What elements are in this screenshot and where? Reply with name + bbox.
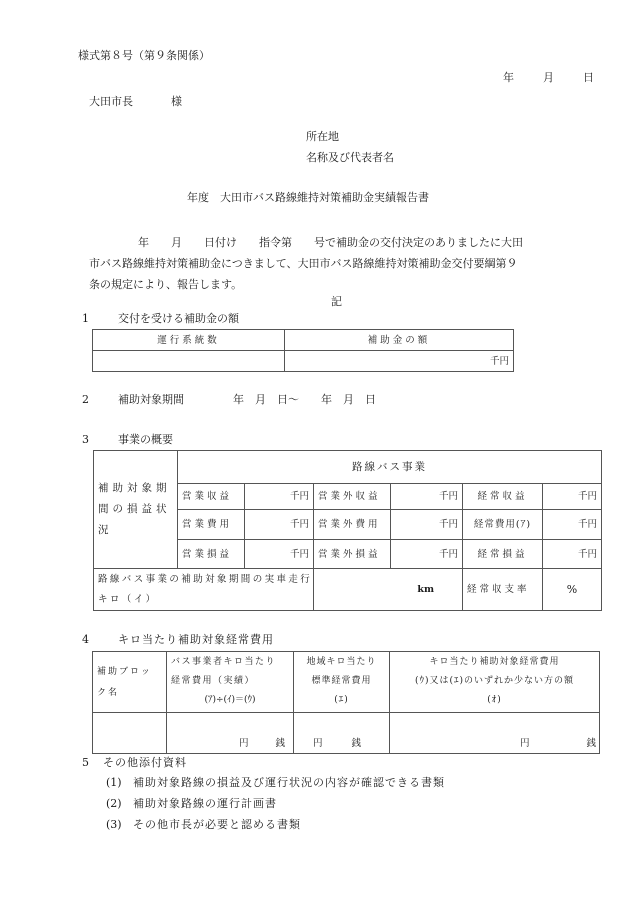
nonoperating-profit-field[interactable]: 千円 <box>391 540 463 569</box>
route-count-field[interactable] <box>93 351 285 372</box>
header-line: (ｴ) <box>334 695 349 705</box>
label-operating-expense: 営業費用 <box>178 510 245 540</box>
body-line-3: 条の規定により、報告します。 <box>89 278 243 291</box>
document-title: 年度 大田市バス路線維持対策補助金実績報告書 <box>187 191 429 204</box>
business-overview-table <box>93 450 602 611</box>
label-nonoperating-expense: 営業外費用 <box>314 510 391 540</box>
section2-number: 2 <box>82 393 89 406</box>
date-month-label: 月 <box>543 71 554 84</box>
date-year-label: 年 <box>503 71 514 84</box>
attachment-item-2-number: (2) <box>106 797 122 810</box>
header-standard-cost-per-km <box>294 652 390 713</box>
operator-cost-field[interactable] <box>167 713 294 754</box>
header-formula: (ｱ)÷(ｲ)＝(ｳ) <box>204 695 256 705</box>
per-km-cost-table <box>92 651 600 754</box>
header-operator-cost-per-km <box>167 652 294 713</box>
header-line: キロ当たり補助対象経常費用 <box>429 657 560 667</box>
section5-number: 5 <box>82 756 89 769</box>
section5-heading: その他添付資料 <box>103 756 187 769</box>
block-name-field[interactable] <box>93 713 167 754</box>
body-line-1: 年 月 日付け 指令第 号で補助金の交付決定のありましたに大田 <box>138 236 523 249</box>
ki-label: 記 <box>331 295 342 308</box>
header-line: ク名 <box>97 688 120 698</box>
attachment-item-2-text: 補助対象路線の運行計画書 <box>133 797 277 810</box>
label-ordinary-revenue: 経常収益 <box>463 484 543 510</box>
header-subsidy-amount: 補助金の額 <box>285 330 514 351</box>
header-line: 標準経常費用 <box>311 676 372 686</box>
header-line: 地域キロ当たり <box>306 657 377 667</box>
actual-km-field[interactable]: km <box>314 569 463 611</box>
subsidy-period: 年 月 日～ 年 月 日 <box>233 393 376 406</box>
ordinary-balance-ratio-field[interactable]: % <box>543 569 602 611</box>
section3-number: 3 <box>82 433 89 446</box>
label-ordinary-balance-ratio: 経常収支率 <box>463 569 543 611</box>
attachment-item-1-number: (1) <box>106 776 122 789</box>
operating-revenue-field[interactable]: 千円 <box>245 484 314 510</box>
route-bus-header: 路線バス事業 <box>178 451 602 484</box>
subsidy-amount-field[interactable] <box>285 351 514 372</box>
km-label-line: キロ（イ） <box>98 593 158 605</box>
header-line: バス事業者キロ当たり <box>171 657 277 667</box>
row-header-line: 補助対象期 <box>98 482 171 494</box>
actual-km-label <box>94 569 314 611</box>
sen-label: 銭 <box>351 738 362 749</box>
operating-expense-field[interactable]: 千円 <box>245 510 314 540</box>
yen-label: 円 <box>239 738 249 749</box>
table-row <box>94 569 602 611</box>
profit-loss-row-header <box>94 451 178 569</box>
operating-profit-field[interactable]: 千円 <box>245 540 314 569</box>
row-header-line: 況 <box>98 524 113 536</box>
ordinary-expense-field[interactable]: 千円 <box>543 510 602 540</box>
header-eligible-cost-per-km <box>390 652 600 713</box>
label-nonoperating-profit: 営業外損益 <box>314 540 391 569</box>
addressee-honorific: 様 <box>171 95 182 108</box>
label-nonoperating-revenue: 営業外収益 <box>314 484 391 510</box>
attachment-item-3-text: その他市長が必要と認める書類 <box>133 818 301 831</box>
table-row <box>93 713 600 754</box>
header-line: 補助ブロッ <box>97 667 152 677</box>
nonoperating-revenue-field[interactable]: 千円 <box>391 484 463 510</box>
header-line: (ｵ) <box>487 695 502 705</box>
unit-label: 千円 <box>489 355 509 367</box>
attachment-item-1-text: 補助対象路線の損益及び運行状況の内容が確認できる書類 <box>133 776 445 789</box>
label-operating-revenue: 営業収益 <box>178 484 245 510</box>
section4-number: 4 <box>82 633 89 646</box>
label-ordinary-expense: 経常費用(ｱ) <box>463 510 543 540</box>
form-number: 様式第８号（第９条関係） <box>78 49 210 62</box>
yen-label: 円 <box>520 738 530 749</box>
label-ordinary-profit: 経常損益 <box>463 540 543 569</box>
header-line: 経常費用（実績） <box>171 676 256 686</box>
ordinary-profit-field[interactable]: 千円 <box>543 540 602 569</box>
header-route-count: 運行系統数 <box>93 330 285 351</box>
section2-heading: 補助対象期間 <box>118 393 184 406</box>
ordinary-revenue-field[interactable]: 千円 <box>543 484 602 510</box>
attachment-item-3-number: (3) <box>106 818 122 831</box>
date-day-label: 日 <box>583 71 594 84</box>
nonoperating-expense-field[interactable]: 千円 <box>391 510 463 540</box>
header-subsidy-block-name <box>93 652 167 713</box>
yen-label: 円 <box>313 738 323 749</box>
section1-number: 1 <box>82 312 89 325</box>
label-operating-profit: 営業損益 <box>178 540 245 569</box>
header-line: (ｳ)又は(ｴ)のいずれか少ない方の額 <box>414 676 575 686</box>
body-line-2: 市バス路線維持対策補助金につきまして、大田市バス路線維持対策補助金交付要綱第９ <box>89 257 518 270</box>
sen-label: 銭 <box>275 738 286 749</box>
row-header-line: 間の損益状 <box>98 503 171 515</box>
standard-cost-field[interactable] <box>294 713 390 754</box>
section4-heading: キロ当たり補助対象経常費用 <box>118 633 274 646</box>
sen-label: 銭 <box>586 738 597 749</box>
section3-heading: 事業の概要 <box>118 433 173 446</box>
eligible-cost-field[interactable] <box>390 713 600 754</box>
section1-heading: 交付を受ける補助金の額 <box>118 312 239 325</box>
subsidy-amount-table <box>92 329 514 372</box>
km-label-line: 路線バス事業の補助対象期間の実車走行 <box>98 573 313 585</box>
applicant-name-label: 名称及び代表者名 <box>306 151 394 164</box>
addressee-name: 大田市長 <box>89 95 133 108</box>
applicant-address-label: 所在地 <box>306 130 339 143</box>
